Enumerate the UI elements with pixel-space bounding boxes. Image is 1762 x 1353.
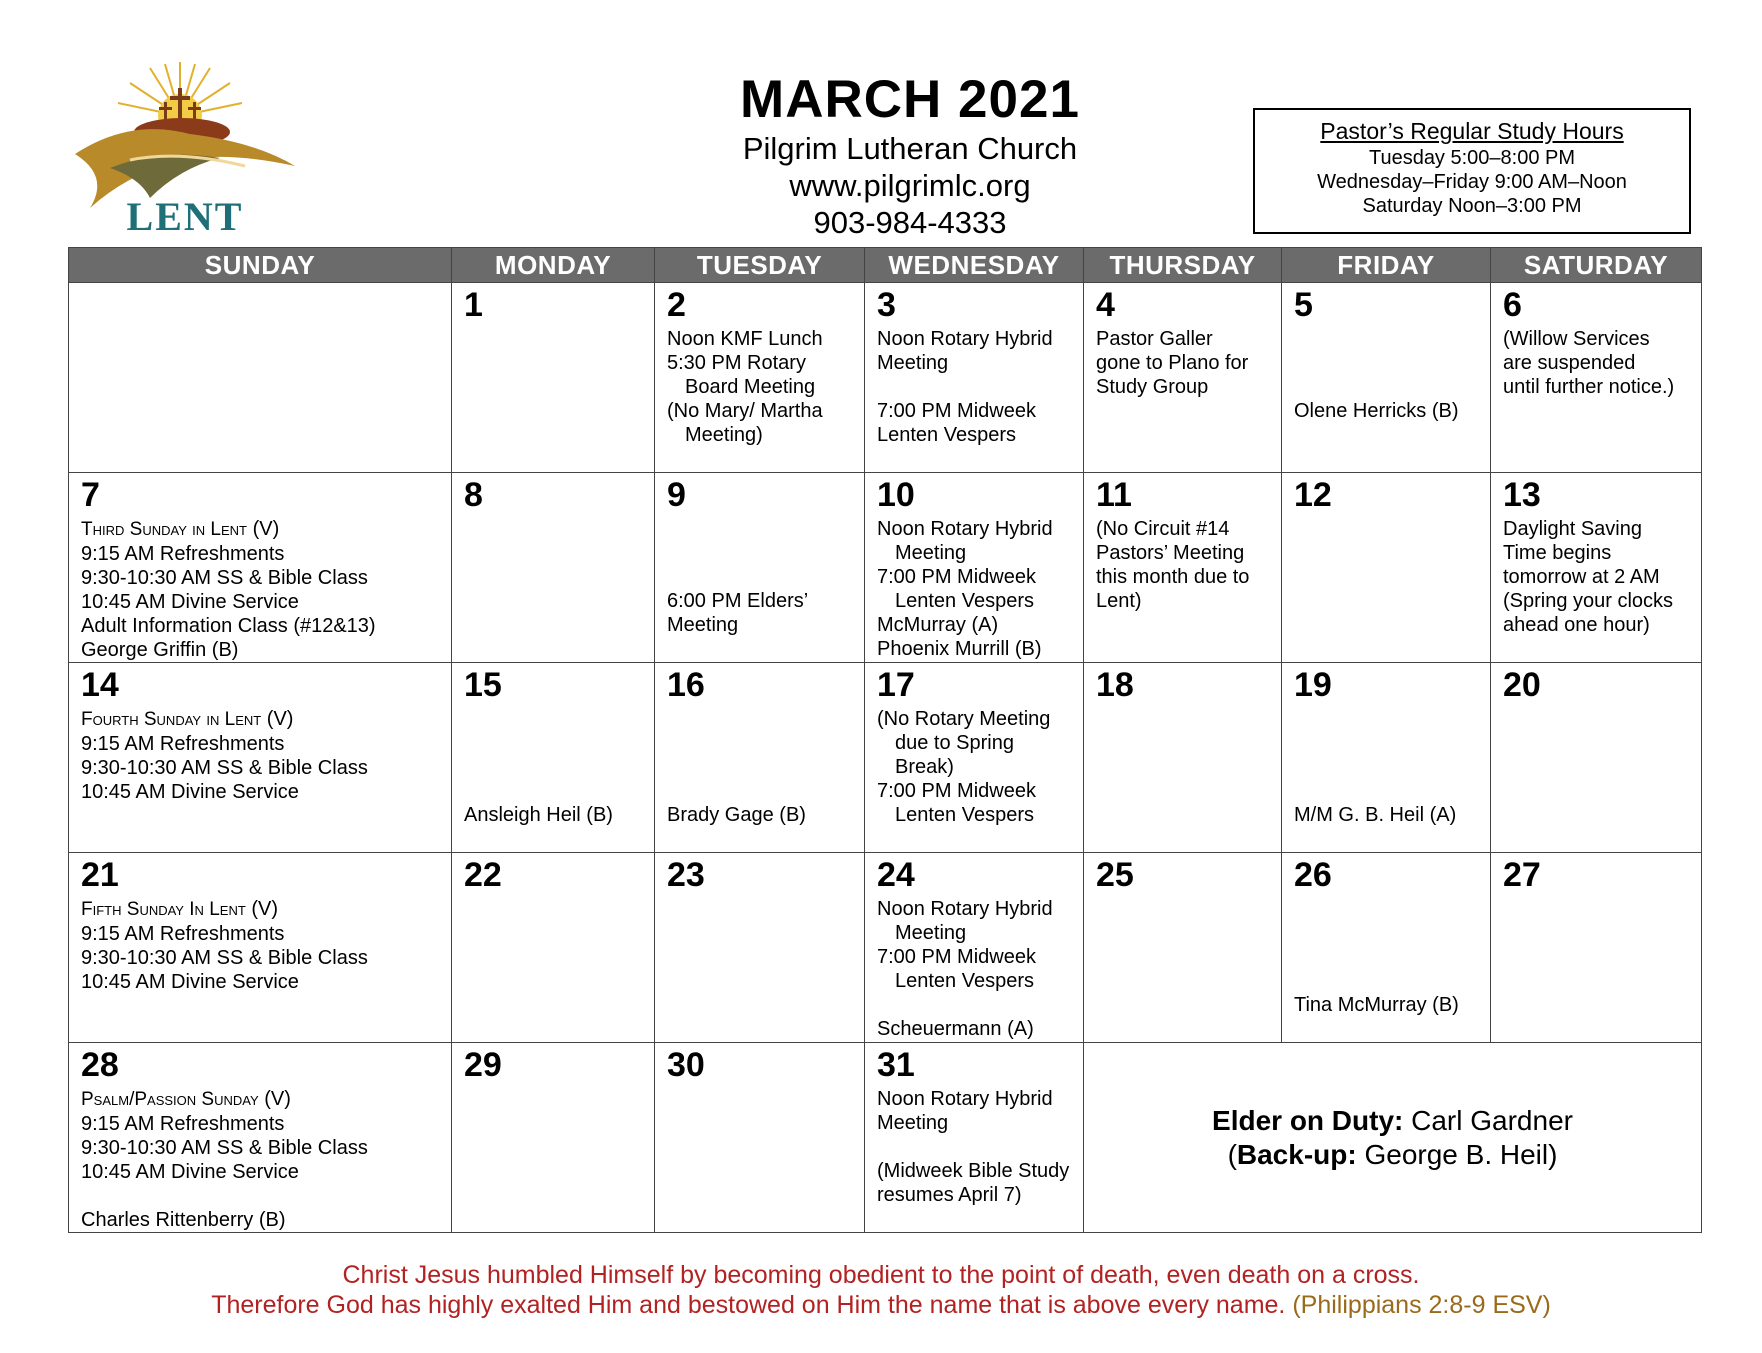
church-name: Pilgrim Lutheran Church (742, 131, 1078, 166)
day-number: 16 (667, 666, 705, 704)
day-cell (1084, 283, 1282, 473)
line-spacer (1294, 969, 1490, 993)
day-number: 15 (464, 666, 502, 704)
line-spacer (1294, 707, 1490, 779)
day-cell (1282, 473, 1491, 663)
line-spacer (877, 993, 1083, 1017)
sunday-name: Psalm/Passion Sunday (81, 1089, 259, 1110)
event-text: 10:45 AM Divine Service (81, 1161, 299, 1183)
line-spacer (464, 707, 654, 779)
event-text: Study Group (1096, 376, 1209, 398)
event-text: 7:00 PM Midweek (877, 566, 1036, 588)
event-text: Meeting (895, 922, 967, 944)
day-cell (1084, 663, 1282, 853)
backup-name: George B. Heil) (1364, 1138, 1558, 1170)
day-number: 11 (1096, 476, 1132, 514)
study-hours-box (1253, 108, 1691, 234)
day-cell (865, 1043, 1084, 1233)
line-spacer (1294, 779, 1490, 803)
study-hours-title: Pastor’s Regular Study Hours (1320, 118, 1624, 144)
verse-line (0, 1290, 1762, 1320)
anniversary-text: Scheuermann (A) (877, 1018, 1034, 1040)
birthday-text: George Griffin (B) (81, 639, 239, 661)
event-text: Noon Rotary Hybrid (877, 518, 1053, 540)
event-text: tomorrow at 2 AM (1503, 566, 1660, 588)
weekday-header: WEDNESDAY (865, 248, 1084, 283)
day-cell (1282, 283, 1491, 473)
day-number: 29 (464, 1046, 502, 1084)
event-text: Pastors’ Meeting (1096, 542, 1245, 564)
week-row (69, 283, 1702, 473)
day-cell (865, 853, 1084, 1043)
birthday-text: Ansleigh Heil (B) (464, 804, 613, 826)
event-text: Noon Rotary Hybrid (877, 1088, 1053, 1110)
event-text: this month due to (1096, 566, 1250, 588)
backup-label: Back-up: (1236, 1138, 1357, 1170)
event-text: 10:45 AM Divine Service (81, 781, 299, 803)
event-text: Lenten Vespers (895, 590, 1034, 612)
day-number: 7 (81, 476, 100, 514)
event-text: are suspended (1503, 352, 1636, 374)
elder-on-duty-cell (1084, 1043, 1702, 1233)
sunday-name: Third Sunday in Lent (81, 519, 247, 540)
event-text: 10:45 AM Divine Service (81, 971, 299, 993)
event-text: Meeting (667, 614, 739, 636)
event-text: 5:30 PM Rotary (667, 352, 806, 374)
week-row (69, 473, 1702, 663)
bible-verse (0, 1260, 1762, 1320)
church-phone: 903-984-4333 (813, 205, 1007, 240)
line-spacer (877, 1135, 1083, 1159)
event-text: Adult Information Class (#12&13) (81, 615, 376, 637)
day-number: 28 (81, 1046, 119, 1084)
day-cell (1282, 853, 1491, 1043)
verse-text: Therefore God has highly exalted Him and bestowed on Him the name that is above every name. (211, 1291, 1286, 1319)
event-text: Noon Rotary Hybrid (877, 328, 1053, 350)
day-number: 8 (464, 476, 483, 514)
birthday-text: Olene Herricks (B) (1294, 400, 1459, 422)
study-hours-line: Saturday Noon–3:00 PM (1362, 195, 1582, 217)
event-text: 9:30-10:30 AM SS & Bible Class (81, 757, 368, 779)
elder-backup (1084, 1138, 1701, 1172)
page-title: MARCH 2021 (740, 70, 1080, 129)
calendar-header (600, 70, 1220, 241)
event-text: Lent) (1096, 590, 1142, 612)
event-text: 7:00 PM Midweek (877, 400, 1036, 422)
day-number: 30 (667, 1046, 705, 1084)
day-cell (452, 473, 655, 663)
birthday-text: Charles Rittenberry (B) (81, 1209, 286, 1231)
weekday-header: TUESDAY (655, 248, 865, 283)
day-cell (655, 853, 865, 1043)
day-number: 3 (877, 286, 896, 324)
line-spacer (667, 779, 864, 803)
event-text (81, 897, 451, 922)
week-row (69, 1043, 1702, 1233)
day-cell (1282, 663, 1491, 853)
day-cell-empty (69, 283, 452, 473)
event-text: (Spring your clocks (1503, 590, 1674, 612)
event-text: 6:00 PM Elders’ (667, 590, 809, 612)
line-spacer (464, 779, 654, 803)
day-cell (655, 283, 865, 473)
event-text: resumes April 7) (877, 1184, 1022, 1206)
day-number: 31 (877, 1046, 915, 1084)
event-text: Meeting (877, 352, 949, 374)
day-cell (1084, 473, 1282, 663)
day-number: 25 (1096, 856, 1134, 894)
event-text: Pastor Galler (1096, 328, 1213, 350)
event-text: 9:15 AM Refreshments (81, 1113, 285, 1135)
day-number: 17 (877, 666, 915, 704)
calendar-grid (68, 247, 1702, 1233)
event-text: 9:30-10:30 AM SS & Bible Class (81, 1137, 368, 1159)
event-text: (Midweek Bible Study (877, 1160, 1070, 1182)
event-text: 9:15 AM Refreshments (81, 923, 285, 945)
line-spacer (667, 517, 864, 589)
elder-on-duty (1084, 1104, 1701, 1138)
line-spacer (877, 375, 1083, 399)
day-number: 24 (877, 856, 915, 894)
weekday-header-row (69, 248, 1702, 283)
sunday-name: Fifth Sunday In Lent (81, 899, 246, 920)
event-text: Break) (895, 756, 954, 778)
sunday-color: (V) (251, 898, 279, 920)
day-number: 5 (1294, 286, 1313, 324)
day-number: 2 (667, 286, 686, 324)
event-text: 10:45 AM Divine Service (81, 591, 299, 613)
birthday-text: Brady Gage (B) (667, 804, 806, 826)
event-text: gone to Plano for (1096, 352, 1249, 374)
weekday-header: THURSDAY (1084, 248, 1282, 283)
day-number: 26 (1294, 856, 1332, 894)
day-cell (655, 663, 865, 853)
church-website: www.pilgrimlc.org (789, 168, 1031, 203)
line-spacer (667, 707, 864, 779)
day-number: 18 (1096, 666, 1134, 704)
day-cell (69, 853, 452, 1043)
day-number: 12 (1294, 476, 1332, 514)
verse-reference: (Philippians 2:8-9 ESV) (1292, 1291, 1551, 1319)
day-number: 23 (667, 856, 705, 894)
event-text: Noon KMF Lunch (667, 328, 823, 350)
event-text: (Willow Services (1503, 328, 1650, 350)
day-number: 21 (81, 856, 119, 894)
day-cell (452, 1043, 655, 1233)
event-text (81, 517, 451, 542)
day-cell (865, 473, 1084, 663)
day-cell (452, 663, 655, 853)
study-hours-line: Wednesday–Friday 9:00 AM–Noon (1317, 171, 1627, 193)
day-cell (1491, 473, 1702, 663)
event-text: Lenten Vespers (895, 804, 1034, 826)
weekday-header: SUNDAY (69, 248, 452, 283)
anniversary-text: McMurray (A) (877, 614, 999, 636)
lent-logo (70, 58, 300, 238)
day-number: 13 (1503, 476, 1541, 514)
day-cell (865, 283, 1084, 473)
day-number: 22 (464, 856, 502, 894)
event-text (81, 1087, 451, 1112)
birthday-text: Tina McMurray (B) (1294, 994, 1459, 1016)
event-text: 7:00 PM Midweek (877, 780, 1036, 802)
sunday-color: (V) (264, 1088, 291, 1110)
logo-text: LENT (126, 194, 244, 238)
event-text: Board Meeting (685, 376, 816, 398)
line-spacer (1294, 327, 1490, 399)
event-text: Noon Rotary Hybrid (877, 898, 1053, 920)
sunday-color: (V) (252, 518, 280, 540)
day-cell (655, 1043, 865, 1233)
day-number: 9 (667, 476, 686, 514)
day-cell (452, 853, 655, 1043)
week-row (69, 663, 1702, 853)
day-cell (655, 473, 865, 663)
day-number: 27 (1503, 856, 1541, 894)
event-text: 9:30-10:30 AM SS & Bible Class (81, 567, 368, 589)
day-number: 20 (1503, 666, 1541, 704)
sunday-name: Fourth Sunday in Lent (81, 709, 262, 730)
event-text: Daylight Saving (1503, 518, 1642, 540)
day-cell (69, 1043, 452, 1233)
backup-open-paren: ( (1227, 1138, 1237, 1170)
day-number: 6 (1503, 286, 1522, 324)
event-text: 9:15 AM Refreshments (81, 543, 285, 565)
day-cell (1491, 853, 1702, 1043)
day-number: 19 (1294, 666, 1332, 704)
week-row (69, 853, 1702, 1043)
event-text: ahead one hour) (1503, 614, 1650, 636)
event-text: until further notice.) (1503, 376, 1675, 398)
day-number: 14 (81, 666, 119, 704)
day-number: 10 (877, 476, 915, 514)
lent-logo-graphic (70, 58, 300, 238)
event-text: 9:30-10:30 AM SS & Bible Class (81, 947, 368, 969)
event-text: Time begins (1503, 542, 1612, 564)
day-cell (452, 283, 655, 473)
weekday-header: SATURDAY (1491, 248, 1702, 283)
day-cell (69, 663, 452, 853)
event-text: (No Circuit #14 (1096, 518, 1230, 540)
verse-line: Christ Jesus humbled Himself by becoming obedient to the point of death, even death on a cross. (342, 1261, 1420, 1289)
day-cell (1491, 283, 1702, 473)
event-text: (No Mary/ Martha (667, 400, 823, 422)
study-hours-line: Tuesday 5:00–8:00 PM (1368, 147, 1576, 169)
event-text: (No Rotary Meeting (877, 708, 1051, 730)
elder-name: Carl Gardner (1411, 1104, 1573, 1136)
day-cell (1084, 853, 1282, 1043)
event-text (81, 707, 451, 732)
weekday-header: FRIDAY (1282, 248, 1491, 283)
event-text: Lenten Vespers (877, 424, 1016, 446)
day-cell (69, 473, 452, 663)
event-text: Meeting (895, 542, 967, 564)
anniversary-text: M/M G. B. Heil (A) (1294, 804, 1457, 826)
sunday-color: (V) (266, 708, 294, 730)
event-text: 9:15 AM Refreshments (81, 733, 285, 755)
event-text: 7:00 PM Midweek (877, 946, 1036, 968)
event-text: due to Spring (895, 732, 1014, 754)
weekday-header: MONDAY (452, 248, 655, 283)
event-text: Meeting (877, 1112, 949, 1134)
elder-label: Elder on Duty: (1212, 1104, 1404, 1136)
event-text: Meeting) (685, 424, 763, 446)
line-spacer (81, 1184, 451, 1208)
day-number: 1 (464, 286, 483, 324)
day-cell (1491, 663, 1702, 853)
day-cell (865, 663, 1084, 853)
line-spacer (1294, 897, 1490, 969)
day-number: 4 (1096, 286, 1115, 324)
birthday-text: Phoenix Murrill (B) (877, 638, 1042, 660)
event-text: Lenten Vespers (895, 970, 1034, 992)
